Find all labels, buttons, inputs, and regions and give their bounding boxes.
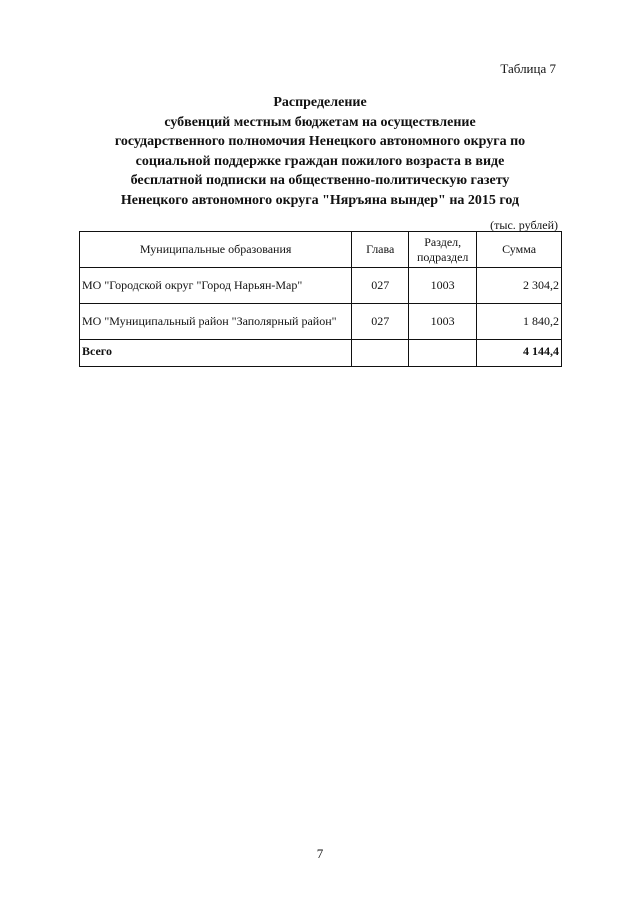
table-header-row [80, 232, 562, 268]
cell-section: 1003 [409, 304, 477, 340]
total-chapter [352, 340, 409, 367]
table-row [80, 268, 562, 304]
subventions-table [79, 231, 562, 367]
header-section-line2: подраздел [416, 249, 469, 264]
header-section [409, 232, 477, 268]
total-section [409, 340, 477, 367]
table-total-row [80, 340, 562, 367]
page-number: 7 [316, 846, 324, 861]
title-line: субвенций местным бюджетам на осуществление [164, 114, 476, 130]
table-row [80, 304, 562, 340]
total-amount: 4 144,4 [477, 340, 562, 367]
cell-municipality: МО "Муниципальный район "Заполярный район" [80, 304, 352, 340]
header-municipality: Муниципальные образования [80, 232, 352, 268]
cell-section: 1003 [409, 268, 477, 304]
cell-municipality: МО "Городской округ "Город Нарьян-Мар" [80, 268, 352, 304]
cell-amount: 1 840,2 [477, 304, 562, 340]
title-line: бесплатной подписки на общественно-политическую газету [130, 173, 510, 188]
title-line: Ненецкого автономного округа "Няръяна вындер" на 2015 год [120, 192, 520, 208]
document-title [60, 93, 580, 210]
total-label: Всего [80, 340, 352, 367]
table-number-label: Таблица 7 [500, 61, 556, 76]
header-section-line1: Раздел, [424, 234, 462, 249]
cell-chapter: 027 [352, 304, 409, 340]
title-line: социальной поддержке граждан пожилого возраста в виде [135, 153, 505, 169]
cell-chapter: 027 [352, 268, 409, 304]
units-note: (тыс. рублей) [490, 218, 558, 232]
cell-amount: 2 304,2 [477, 268, 562, 304]
header-chapter: Глава [352, 232, 409, 268]
title-line: Распределение [273, 95, 367, 110]
header-amount: Сумма [477, 232, 562, 268]
title-line: государственного полномочия Ненецкого автономного округа по [114, 134, 526, 149]
